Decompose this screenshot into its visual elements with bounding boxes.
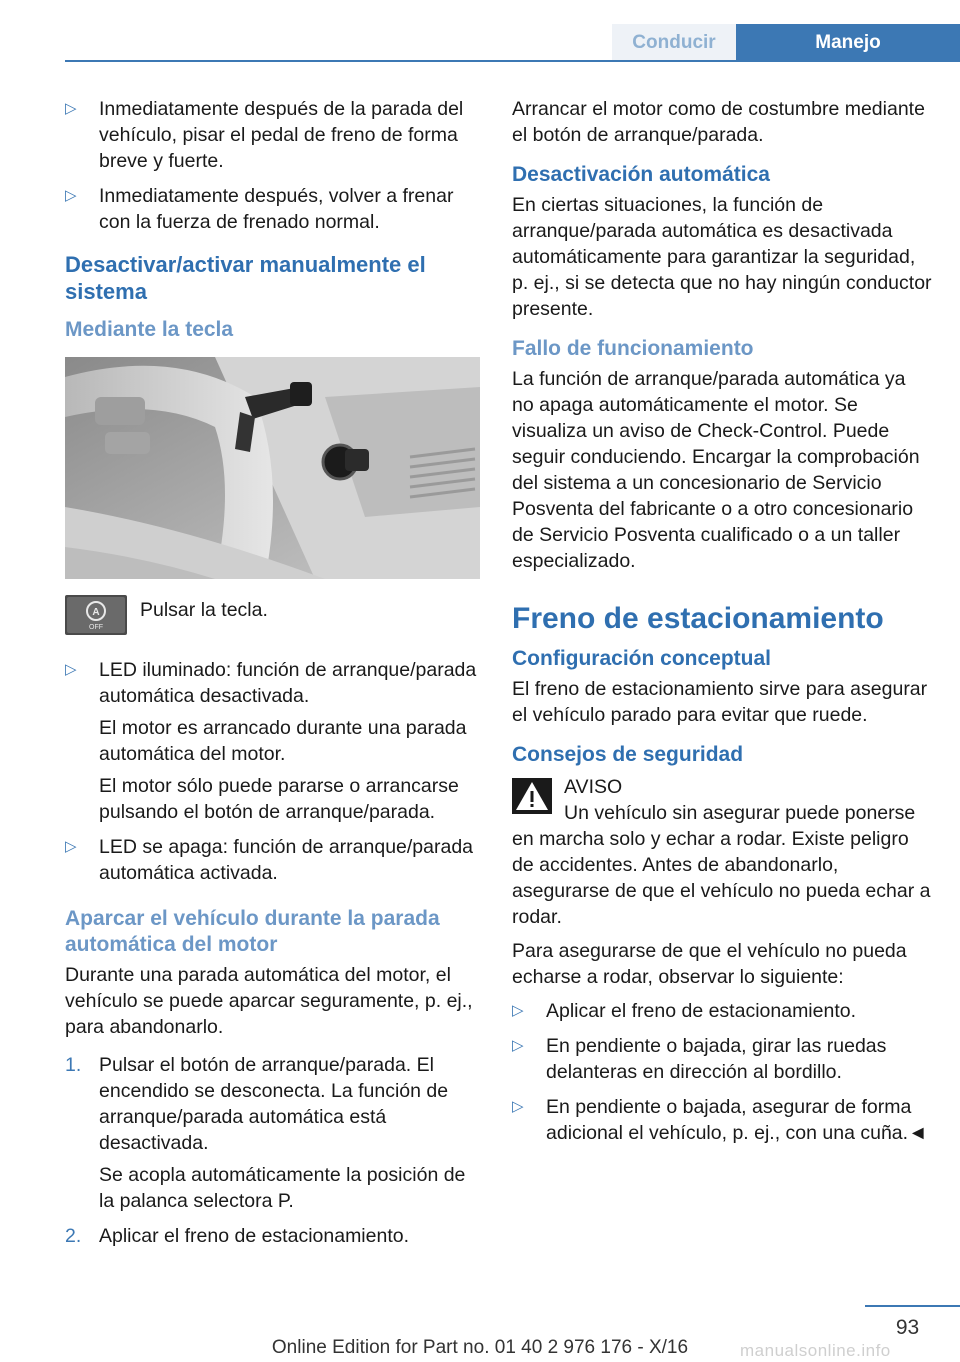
key-instruction-text: Pulsar la tecla. bbox=[140, 599, 268, 621]
list-item: ▷ LED iluminado: función de arranque/parada automática desactivada. El motor es arrancado durante una parada automática del motor. El motor sólo puede pararse o arrancarse pulsando el botón de arranque/parada. bbox=[65, 659, 477, 823]
fallo-paragraph: La función de arranque/parada automática ya no apaga automáticamente el motor. Se visualiza un aviso de Check-Control. Puede seguir conduciendo. Encargar la comprobación del sistema a un concesionario de Servicio Posventa del fabricante o a otro concesionario de Servicio Posventa cualificado o a un taller especializado. bbox=[512, 368, 920, 572]
desactivacion-paragraph: En ciertas situaciones, la función de arranque/parada automática es desactivada automáticamente para garantizar la seguridad, p. ej., si se detecta que no hay ningún conductor presente. bbox=[512, 194, 932, 320]
warning-triangle-icon bbox=[512, 778, 552, 814]
step-number: 2. bbox=[65, 1225, 82, 1247]
page-number: 93 bbox=[895, 1316, 920, 1339]
aparcar-paragraph: Durante una parada automática del motor, el vehículo se puede aparcar seguramente, p. ej., para abandonarlo. bbox=[65, 964, 473, 1038]
triangle-bullet-icon: ▷ bbox=[65, 100, 77, 117]
list-item: ▷ Inmediatamente después, volver a frenar con la fuerza de frenado normal. bbox=[65, 185, 454, 233]
list-item: 2. Aplicar el freno de estacionamiento. bbox=[65, 1225, 410, 1247]
intro-paragraph: Arrancar el motor como de costumbre mediante el botón de arranque/parada. bbox=[512, 98, 925, 146]
tab-manejo[interactable]: Manejo bbox=[736, 24, 960, 62]
heading-fallo: Fallo de funcionamiento bbox=[512, 337, 754, 360]
watermark: manualsonline.info bbox=[740, 1341, 891, 1360]
list-item: ▷ Aplicar el freno de estacionamiento. bbox=[512, 1000, 857, 1022]
list-item: ▷ Inmediatamente después de la parada del vehículo, pisar el pedal de freno de forma breve y fuerte. bbox=[65, 98, 464, 172]
list-item: 1. Pulsar el botón de arranque/parada. El encendido se desconecta. La función de arranque/parada automática está desactivada. Se acopla automáticamente la posición de la palanca selectora P. bbox=[65, 1054, 466, 1212]
heading-freno: Freno de estacionamiento bbox=[512, 602, 884, 635]
steering-column-illustration bbox=[65, 357, 480, 579]
heading-aparcar: Aparcar el vehículo durante la parada automática del motor bbox=[65, 907, 440, 956]
svg-text:OFF: OFF bbox=[89, 624, 103, 631]
step-number: 1. bbox=[65, 1054, 82, 1076]
right-column bbox=[512, 96, 932, 1155]
heading-consejos: Consejos de seguridad bbox=[512, 743, 744, 766]
list-item: ▷ LED se apaga: función de arranque/parada automática activada. bbox=[65, 836, 474, 884]
edition-line: Online Edition for Part no. 01 40 2 976 176 - X/16 bbox=[271, 1337, 689, 1358]
triangle-bullet-icon: ▷ bbox=[65, 661, 77, 678]
triangle-bullet-icon: ▷ bbox=[65, 187, 77, 204]
auto-start-stop-off-key-icon bbox=[65, 595, 127, 635]
heading-tecla: Mediante la tecla bbox=[65, 318, 234, 341]
triangle-bullet-icon: ▷ bbox=[65, 838, 77, 855]
warning-text: en marcha solo y echar a rodar. Existe peligro de accidentes. Antes de abandonarlo, asegurarse de que el vehículo no pueda echar a rodar. bbox=[512, 828, 931, 928]
left-column bbox=[65, 96, 483, 1258]
warning-label: AVISO bbox=[564, 776, 623, 798]
triangle-bullet-icon: ▷ bbox=[512, 1002, 524, 1019]
triangle-bullet-icon: ▷ bbox=[512, 1098, 524, 1115]
key-instruction bbox=[65, 595, 483, 647]
footer-rule bbox=[865, 1305, 960, 1307]
heading-desactivacion: Desactivación automática bbox=[512, 163, 770, 186]
triangle-bullet-icon: ▷ bbox=[512, 1037, 524, 1054]
dashboard-photo bbox=[65, 357, 480, 579]
list-item: ▷ En pendiente o bajada, asegurar de forma adicional el vehículo, p. ej., con una cuña.◄ bbox=[512, 1096, 928, 1144]
svg-text:A: A bbox=[92, 607, 100, 618]
config-paragraph: El freno de estacionamiento sirve para asegurar el vehículo parado para evitar que ruede. bbox=[512, 678, 928, 726]
asegurar-paragraph: Para asegurarse de que el vehículo no pueda echarse a rodar, observar lo siguiente: bbox=[512, 940, 907, 988]
warning-block bbox=[512, 774, 932, 826]
warning-first-line: Un vehículo sin asegurar puede ponerse bbox=[564, 802, 916, 824]
heading-config: Configuración conceptual bbox=[512, 647, 772, 670]
tab-conducir[interactable]: Conducir bbox=[612, 24, 736, 62]
list-item: ▷ En pendiente o bajada, girar las ruedas delanteras en dirección al bordillo. bbox=[512, 1035, 887, 1083]
heading-manual: Desactivar/activar manualmente el sistema bbox=[65, 252, 426, 304]
header-rule bbox=[65, 60, 960, 62]
